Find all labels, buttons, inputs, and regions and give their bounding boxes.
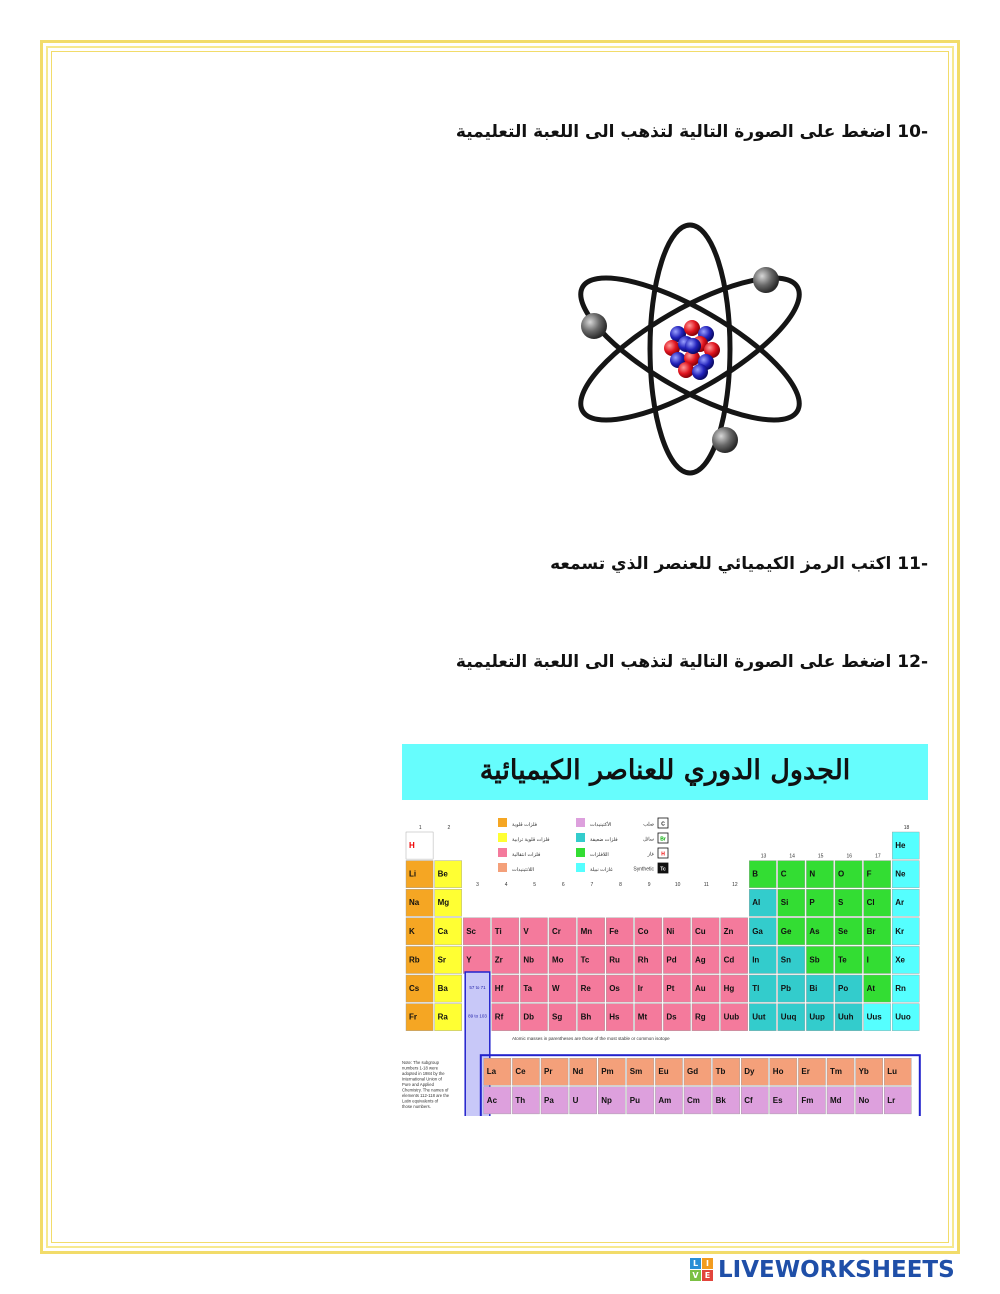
element-symbol: Eu	[658, 1067, 669, 1077]
element-symbol: Bh	[580, 1012, 592, 1022]
group-label: 12	[732, 882, 738, 889]
legend-swatch	[576, 863, 585, 872]
element-symbol: Lr	[887, 1095, 896, 1105]
element-symbol: Th	[515, 1095, 526, 1105]
element-symbol: F	[866, 869, 872, 879]
element-symbol: K	[409, 926, 415, 936]
element-symbol: Ru	[609, 955, 620, 965]
group-label: 6	[561, 882, 565, 889]
element-symbol: Te	[838, 955, 847, 965]
element-symbol: Al	[752, 898, 761, 908]
element-symbol: Os	[609, 984, 620, 993]
state-legend-symbol: Br	[660, 836, 666, 843]
group-label: 1	[418, 825, 422, 831]
element-symbol: Sg	[552, 1012, 563, 1022]
element-symbol: Rf	[494, 1012, 504, 1022]
element-symbol: Br	[866, 926, 876, 936]
element-symbol: Mg	[437, 898, 450, 908]
element-symbol: Mt	[637, 1012, 648, 1022]
question-12-text: اضغط على الصورة التالية لتذهب الى اللعبة التعليمية	[455, 652, 892, 672]
legend-swatch	[498, 848, 507, 857]
atom-icon	[560, 222, 820, 476]
element-symbol: Ar	[895, 898, 905, 908]
element-symbol: Bi	[809, 984, 818, 993]
element-symbol: Ir	[637, 984, 644, 993]
legend-label: فلزات انتقالية	[512, 852, 541, 858]
element-symbol: Ra	[437, 1012, 448, 1022]
element-symbol: I	[866, 955, 869, 965]
element-symbol: P	[809, 898, 815, 908]
element-symbol: Fe	[609, 926, 619, 936]
element-symbol: Np	[601, 1095, 612, 1105]
legend-swatch	[576, 848, 585, 857]
element-symbol: Hs	[609, 1012, 620, 1022]
element-symbol: O	[838, 869, 845, 879]
element-symbol: Zr	[494, 955, 503, 965]
element-symbol: Hg	[723, 984, 735, 993]
element-symbol: Gd	[687, 1067, 699, 1077]
state-legend-symbol: C	[661, 821, 665, 828]
legend-label: فلزات ضعيفة	[590, 837, 618, 843]
element-symbol: Rn	[895, 984, 906, 993]
electron	[581, 313, 607, 339]
element-symbol: Ca	[437, 926, 448, 936]
question-10-text: اضغط على الصورة التالية لتذهب الى اللعبة التعليمية	[455, 122, 892, 142]
element-symbol: Rb	[409, 955, 420, 965]
element-symbol: Sb	[809, 955, 820, 965]
lanthanide-range-label: 57 to 71	[469, 985, 486, 990]
element-symbol: Cd	[723, 955, 735, 965]
element-symbol: As	[809, 926, 820, 936]
element-symbol: Sm	[629, 1067, 643, 1077]
legend-label: اللافلزات	[590, 852, 609, 858]
element-symbol: Rh	[637, 955, 649, 965]
legend-swatch	[498, 833, 507, 842]
element-symbol: La	[486, 1067, 497, 1077]
group-label: 16	[846, 853, 853, 860]
group-label: 11	[703, 882, 709, 889]
element-symbol: Tb	[715, 1067, 726, 1077]
element-symbol: Ac	[486, 1095, 498, 1105]
element-symbol: Na	[409, 898, 420, 908]
element-symbol: Co	[637, 926, 649, 936]
liveworksheets-logo-icon: L I V E	[690, 1258, 714, 1282]
element-symbol: Au	[695, 984, 706, 993]
legend-swatch	[576, 833, 585, 842]
element-symbol: Ho	[772, 1067, 784, 1077]
element-symbol: Uuq	[780, 1012, 797, 1022]
question-10-number: 10-	[897, 122, 928, 142]
element-symbol: Ds	[666, 1012, 677, 1022]
element-symbol: Ba	[437, 984, 448, 993]
subgroup-note: Note: The subgroup numbers 1-18 were adopted in 1984 by the International Union of Pure and Applied Chemistry. The names of elements 112-118 are the Latin equivalents of those numbers.	[402, 1060, 450, 1110]
element-symbol: B	[752, 869, 758, 879]
element-symbol: In	[752, 955, 760, 965]
state-legend-label: Synthetic	[633, 866, 654, 873]
element-symbol: Sc	[466, 926, 476, 936]
group-label: 15	[817, 853, 824, 860]
element-symbol: S	[838, 898, 844, 908]
element-symbol: Bk	[715, 1095, 726, 1105]
element-symbol: H	[409, 841, 415, 850]
element-symbol: Lu	[887, 1067, 897, 1077]
question-12	[456, 652, 928, 672]
liveworksheets-logo-text: LIVEWORKSHEETS	[718, 1257, 955, 1283]
element-symbol: No	[858, 1095, 870, 1105]
element-symbol: Tl	[752, 984, 760, 993]
group-label: 13	[760, 853, 767, 860]
element-symbol: Pb	[780, 984, 792, 993]
element-symbol: Ti	[494, 926, 502, 936]
question-11-text: اكتب الرمز الكيميائي للعنصر الذي تسمعه	[550, 554, 892, 574]
element-symbol: Uut	[752, 1012, 766, 1022]
group-label: 8	[619, 882, 622, 889]
group-label: 3	[476, 882, 479, 889]
element-symbol: Fm	[801, 1095, 814, 1105]
group-label: 17	[875, 853, 881, 860]
element-symbol: Be	[437, 869, 448, 879]
periodic-table-banner-title: الجدول الدوري للعناصر الكيميائية	[402, 744, 928, 800]
element-symbol: Ag	[695, 955, 706, 965]
legend-label: فلزات قلوية ترابية	[512, 837, 550, 843]
element-symbol: Cl	[866, 898, 875, 908]
element-symbol: Hf	[494, 984, 504, 993]
question-11-number: 11-	[897, 554, 928, 574]
legend-label: فلزات قلوية	[512, 822, 537, 828]
element-symbol: Yb	[858, 1067, 869, 1077]
element-symbol: Se	[838, 926, 848, 936]
element-symbol: Cs	[409, 984, 420, 993]
group-label: 4	[504, 882, 508, 889]
group-label: 18	[903, 825, 910, 831]
element-symbol: C	[780, 869, 787, 879]
legend-label: غازات نبيلة	[590, 867, 613, 873]
nucleus	[664, 320, 720, 380]
element-symbol: Db	[523, 1012, 535, 1022]
element-symbol: Uub	[723, 1012, 740, 1022]
legend-label: الأكتينيدات	[590, 822, 612, 828]
element-symbol: Pm	[601, 1067, 614, 1077]
element-symbol: Ne	[895, 869, 906, 879]
state-legend-label: سائل	[643, 836, 654, 843]
element-symbol: Ni	[666, 926, 675, 936]
element-symbol: Sn	[780, 955, 792, 965]
group-label: 5	[533, 882, 537, 889]
element-symbol: Uus	[866, 1012, 882, 1022]
legend-swatch	[498, 818, 507, 827]
element-symbol: Ta	[523, 984, 533, 993]
element-symbol: Dy	[744, 1067, 755, 1077]
element-symbol: At	[866, 984, 876, 993]
element-symbol: Pa	[544, 1095, 554, 1105]
legend-label: اللانثينيدات	[512, 867, 535, 873]
element-symbol: He	[895, 841, 906, 850]
element-symbol: Li	[409, 869, 417, 879]
group-label: 2	[447, 825, 451, 831]
element-symbol: Xe	[895, 955, 905, 965]
element-symbol: Cu	[695, 926, 706, 936]
periodic-table-game-link-image[interactable]	[402, 744, 928, 1116]
element-symbol: Uuh	[838, 1012, 854, 1022]
atom-game-link-image[interactable]	[560, 222, 820, 476]
element-symbol: U	[572, 1095, 579, 1105]
element-symbol: Pt	[666, 984, 675, 993]
state-legend-label: صلب	[643, 821, 654, 828]
state-legend-symbol: Tc	[660, 866, 666, 873]
group-label: 7	[590, 882, 594, 889]
element-symbol: Pr	[544, 1067, 553, 1077]
periodic-table-chart	[402, 800, 928, 1116]
legend-swatch	[576, 818, 585, 827]
element-symbol: Ce	[515, 1067, 526, 1077]
atomic-mass-note: Atomic masses in parentheses are those of the most stable or common isotope	[512, 1036, 670, 1042]
element-symbol: Y	[466, 955, 472, 965]
element-symbol: Ga	[752, 926, 763, 936]
element-symbol: Rg	[695, 1012, 706, 1022]
group-label: 14	[789, 853, 795, 860]
group-label: 9	[647, 882, 651, 889]
element-symbol: Nb	[523, 955, 535, 965]
state-legend-symbol: H	[661, 851, 665, 858]
element-symbol: Cf	[744, 1095, 753, 1105]
element-symbol: Cm	[687, 1095, 700, 1105]
element-symbol: Ge	[780, 926, 792, 936]
element-symbol: Uup	[809, 1012, 825, 1022]
element-symbol: Md	[830, 1095, 842, 1105]
element-symbol: Es	[772, 1095, 783, 1105]
element-symbol: Tm	[830, 1067, 842, 1077]
element-symbol: Kr	[895, 926, 905, 936]
liveworksheets-logo	[690, 1256, 955, 1284]
state-legend-label: غاز	[647, 851, 654, 858]
element-symbol: N	[809, 869, 816, 879]
question-12-number: 12-	[897, 652, 928, 672]
element-symbol: Uuo	[895, 1012, 911, 1022]
element-symbol: V	[523, 926, 529, 936]
element-symbol: Er	[801, 1067, 810, 1077]
element-symbol: Fr	[409, 1012, 417, 1022]
element-symbol: Sr	[437, 955, 447, 965]
element-symbol: Pd	[666, 955, 677, 965]
element-symbol: Zn	[723, 926, 734, 936]
electron	[753, 267, 779, 293]
element-symbol: Po	[838, 984, 849, 993]
element-symbol: Re	[580, 984, 591, 993]
element-symbol: Si	[780, 898, 789, 908]
element-symbol: Pu	[629, 1095, 641, 1105]
electron	[712, 427, 738, 453]
legend-swatch	[498, 863, 507, 872]
actinide-range-label: 89 to 103	[468, 1013, 487, 1019]
element-symbol: Mn	[580, 926, 593, 936]
element-symbol: Nd	[572, 1067, 584, 1077]
group-label: 10	[674, 882, 681, 889]
question-11	[550, 554, 928, 574]
question-10	[456, 122, 928, 142]
element-symbol: Mo	[552, 955, 564, 965]
element-symbol: Am	[658, 1095, 672, 1105]
element-symbol: W	[552, 984, 560, 993]
element-symbol: Tc	[580, 955, 590, 965]
element-symbol: Cr	[552, 926, 561, 936]
